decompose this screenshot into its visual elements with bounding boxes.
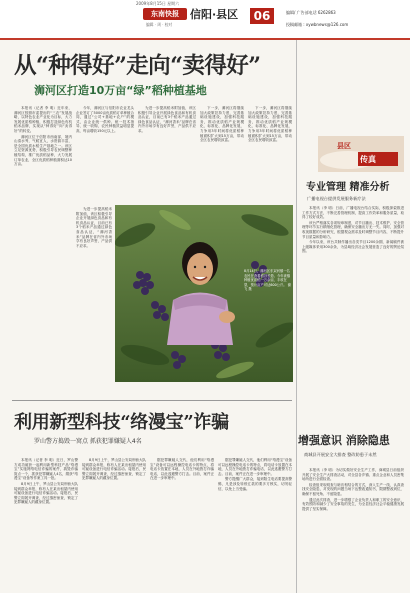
photo-caption: 8月14日，浉河区东双河镇一名农民在查看稻谷长势。今年该镇种植优质稻一万余亩，丰收在望，预计亩产可达600公斤。 谢 飞 摄 xyxy=(244,269,291,291)
page-number: 06 xyxy=(250,8,274,24)
article1-paragraph: 为进一步提高稻米附加值，该区积极引导企业开展绿色食品和有机食品认证，目前已有3个稻米产品通过绿色食品认证，“浉河香米”品牌在省内外市场享有良好声誉，产品供不应求。 xyxy=(138,106,196,133)
right-paragraph: 本报讯（李 明）为切实做好安全生产工作，商城县日前组织开展了安全生产大排查活动，对全县各乡镇、重点企业和人员密集场所进行全面检查。 xyxy=(302,468,404,482)
right-paragraph: 通过此次排查，进一步增强了企业负责人和职工的安全意识，有效预防和减少了安全事故的发生，为全县经济社会平稳健康发展提供了坚实保障。 xyxy=(302,497,404,511)
article1-column-2 xyxy=(76,106,134,204)
masthead xyxy=(0,0,410,40)
brand-logo: 东南快报 xyxy=(143,8,187,20)
article1-column-2b xyxy=(76,207,112,397)
badge-label-bottom: 传真 xyxy=(360,155,376,164)
sub-nav: 编辑 · 周 · 校对 xyxy=(146,22,173,27)
article2-column-3 xyxy=(150,458,214,590)
article1-column-4 xyxy=(200,106,244,202)
article2-paragraph: 8月9日上午，罗山县公安局刑侦大队接到群众举报，称有人在某出租屋内使用可疑设备进行电信诈骗活动。接报后，民警立即展开调查，经过缜密侦查，锁定了犯罪嫌疑人的藏身位置。 xyxy=(14,481,78,505)
article1-paragraph: 本报讯（记者 李 明）近年来，浉河区按照市委提出的“三农”发展战略，以特色农业产业化为目标，大力发展优质稻种植，积极打造绿色有机稻米品牌，实现从“种得好”向“卖得好”的转变。 xyxy=(14,106,72,133)
editor-line: 编辑/ 广告部电话 6262863 xyxy=(286,10,336,15)
right-paragraph: 该台严格落实各项规章制度，对节目播出、技术维护、安全管理等环节实行精细化管理，确保安全播出万无一失。同时，加强对收视数据的分析研究，根据观众需求及时调整节目内容，不断提升节目质量和影响力。 xyxy=(302,220,404,239)
right-article1-subtitle: 广播电视台提供发展服务新疗法 xyxy=(307,196,366,201)
article2-paragraph: 8月9日上午，罗山县公安局刑侦大队接到群众举报，称有人在某出租屋内使用可疑设备进行电信诈骗活动。接报后，民警立即展开调查，经过缜密侦查，锁定了犯罪嫌疑人的藏身位置。 xyxy=(82,458,146,481)
article1-paragraph: 下一步，浉河区将继续加大政策扶持力度，完善基础设施建设，加强科技服务，推动优质稻产业规模化、标准化、品牌化发展，力争用3年时间将优质稻种植面积扩大到15万亩，带动全区农民增收致富。 xyxy=(200,106,244,143)
right-article2-title: 增强意识 消除隐患 xyxy=(298,434,390,447)
right-article2-body xyxy=(302,468,404,590)
section-title: 信阳·县区 xyxy=(190,8,239,21)
article1-paragraph: 为进一步提高稻米附加值，该区积极引导企业开展绿色食品和有机食品认证，目前已有3个稻米产品通过绿色食品认证，“浉河香米”品牌在省内外市场享有良好声誉，产品供不应求。 xyxy=(76,207,112,248)
section-divider xyxy=(12,400,292,401)
date-line: 2009年8月15日 星期六 xyxy=(136,1,180,6)
article2-paragraph: 本报讯（记者 李 明）近日，罗山警方成功破获一起利用新型科技产品“络漫宝”实施网络电信诈骗的案件，捣毁诈骗窝点一个，抓获犯罪嫌疑人4名，缴获“络漫宝”设备等作案工具一批。 xyxy=(14,458,78,481)
right-paragraph: 今年以来，该台共制作播出各类节目1200余期，新闻稿件被上级媒体采用300余条，为县域经济社会发展营造了良好的舆论氛围。 xyxy=(302,240,404,254)
article2-paragraph: 据犯罪嫌疑人交代，他们利用“络漫宝”设备可以远程操控电话卡的特点，将电话卡放置在本地，人员在外地拨打诈骗电话，以此逃避警方打击。目前，案件正在进一步审理中。 xyxy=(150,458,214,481)
article2-paragraph: 警方提醒广大群众，接到陌生电话要提高警惕，凡是涉及转账汇款的要多方核实，切勿轻信，以免上当受骗。 xyxy=(218,477,292,491)
right-paragraph: 本报讯（李 明）日前，广播电视台结合实际，积极探索推进工作方式方法，不断完善管理机制，提高工作效率和服务质量，取得了较好成效。 xyxy=(302,206,404,220)
column-divider xyxy=(296,40,297,593)
article1-paragraph: 下一步，浉河区将继续加大政策扶持力度，完善基础设施建设，加强科技服务，推动优质稻产业规模化、标准化、品牌化发展，力争用3年时间将优质稻种植面积扩大到15万亩，带动全区农民增收致富。 xyxy=(248,106,292,143)
badge-label-top: 县区 xyxy=(337,142,351,150)
article2-column-1 xyxy=(14,458,78,590)
right-article1-title: 专业管理 精准分析 xyxy=(306,182,390,193)
right-paragraph: 检查组采取明查与暗访相结合的方式，深入生产一线，认真查找安全隐患，对发现的问题当场下达整改通知书，限期整改到位，确保不留死角、不留隐患。 xyxy=(302,482,404,496)
article1-column-1 xyxy=(14,106,72,401)
email-line: 投稿邮箱 : xywbnews@126.com xyxy=(286,22,349,27)
right-article1-body xyxy=(302,206,404,428)
main-headline: 从“种得好”走向“卖得好” xyxy=(14,53,261,79)
article1-column-3 xyxy=(138,106,196,202)
main-subheadline: 浉河区打造10万亩“绿”稻种植基地 xyxy=(34,84,207,97)
article2-paragraph: 据犯罪嫌疑人交代，他们利用“络漫宝”设备可以远程操控电话卡的特点，将电话卡放置在本地，人员在外地拨打诈骗电话，以此逃避警方打击。目前，案件正在进一步审理中。 xyxy=(218,458,292,476)
second-subheadline: 罗山警方捣毁一窝点 抓获犯罪嫌疑人4名 xyxy=(34,438,142,445)
article1-paragraph: 今年，浉河区与信阳市农业龙头企业签订了5000亩优质稻订单种植合同，通过“公司+基地+农户”的模式，由企业统一供种、统一技术指导、统一收购，农民种植效益明显提高，每亩增收150元以上。 xyxy=(76,106,134,133)
article2-column-4 xyxy=(218,458,292,590)
right-article2-subtitle: 商城县开展安全大排查 整改防患于未然 xyxy=(304,452,377,457)
article2-column-2 xyxy=(82,458,146,590)
article1-paragraph: 浉河区位于信阳市西南部，境内山清水秀，气候宜人，水资源丰富，是全国优质水稻生产基地之一。该区立足资源优势，积极引导农民调整种植结构，推广优质稻品种，大力发展订单农业，全区优质稻种植面积达10万亩。 xyxy=(14,134,72,167)
second-headline: 利用新型科技“络漫宝”诈骗 xyxy=(14,412,229,433)
